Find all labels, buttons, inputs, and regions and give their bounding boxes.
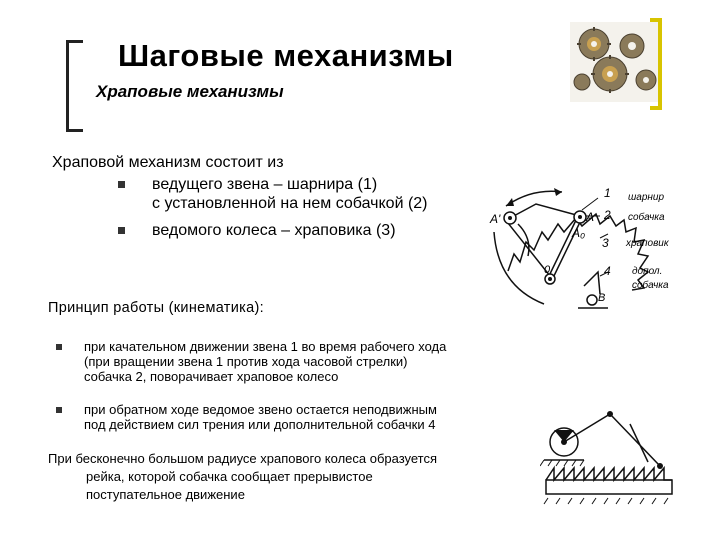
bullet-square-icon	[56, 344, 62, 350]
annotation-pawl: собачка	[628, 212, 665, 223]
label-number-4: 4	[604, 264, 611, 278]
rack-line-2: рейка, которой собачка сообщает прерывистое	[86, 469, 373, 484]
bullet-square-icon	[118, 227, 125, 234]
label-point-a-prime: A'	[490, 212, 501, 226]
rack-diagram	[540, 400, 680, 510]
principle-1-line-2: (при вращении звена 1 против хода часовой стрелки)	[84, 354, 408, 369]
left-bracket-decoration	[66, 40, 83, 132]
intro-text: Храповой механизм состоит из	[52, 154, 284, 171]
label-point-a0: A₀	[572, 226, 586, 240]
right-bracket-decoration	[650, 18, 662, 110]
principle-1-line-1: при качательном движении звена 1 во время рабочего хода	[84, 339, 447, 354]
principle-2-line-1: при обратном ходе ведомое звено остается неподвижным	[84, 402, 437, 417]
rack-line-3: поступательное движение	[86, 487, 245, 502]
bullet-square-icon	[118, 181, 125, 188]
label-point-b: B	[598, 292, 606, 304]
gears-photo-icon	[570, 22, 662, 102]
rack-line-1: При бесконечно большом радиусе храпового колеса образуется	[48, 451, 438, 466]
bullet-square-icon	[56, 407, 62, 413]
component-2-line-1: ведомого колеса – храповика (3)	[152, 222, 396, 239]
page-title: Шаговые механизмы	[118, 38, 454, 73]
label-number-2: 2	[604, 208, 611, 222]
principle-1-line-3: собачка 2, поворачивает храповое колесо	[84, 369, 339, 384]
rack-drawing	[540, 400, 680, 510]
annotation-ratchet-wheel: храповик	[626, 238, 669, 249]
label-point-a: A	[586, 210, 595, 224]
label-number-1: 1	[604, 186, 611, 200]
label-point-0: 0	[544, 264, 551, 276]
page-subtitle: Храповые механизмы	[96, 82, 284, 101]
label-number-3: 3	[602, 236, 609, 250]
component-1-line-2: с установленной на нем собачкой (2)	[152, 195, 428, 212]
principle-2-line-2: под действием сил трения или дополнительной собачки 4	[84, 417, 436, 432]
annotation-additional-pawl: собачка	[632, 280, 669, 291]
ratchet-diagram	[488, 176, 688, 316]
rack-paragraph	[48, 450, 437, 504]
principle-heading: Принцип работы (кинематика):	[48, 300, 264, 316]
annotation-hinge: шарнир	[628, 192, 665, 203]
component-1-line-1: ведущего звена – шарнира (1)	[152, 176, 378, 193]
annotation-additional: допол.	[632, 266, 663, 277]
